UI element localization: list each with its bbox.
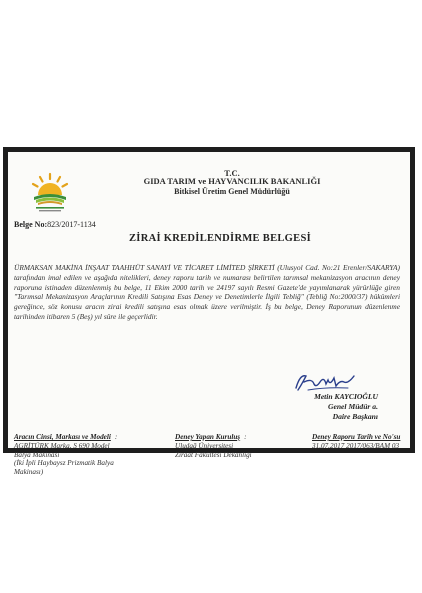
vehicle-colon: : [114, 433, 118, 441]
institution-faculty: Ziraat Fakültesi Dekanlığı [175, 450, 252, 459]
vehicle-description-cont: Makinası) [14, 468, 44, 477]
header-directorate: Bitkisel Üretim Genel Müdürlüğü [174, 187, 290, 196]
signatory-name: Metin KAYCIOĞLU [314, 392, 378, 401]
document-title: ZİRAİ KREDİLENDİRME BELGESİ [129, 233, 311, 244]
institution-colon: : [244, 433, 247, 441]
report-heading: Deney Raporu Tarih ve No'su [312, 433, 401, 441]
certificate-number-value: 823/2017-1134 [47, 220, 96, 229]
signatory-title: Genel Müdür a. [327, 402, 378, 411]
ministry-logo-icon [28, 170, 72, 214]
institution-heading: Deney Yapan Kuruluş [175, 433, 241, 441]
vehicle-heading: Aracın Cinsi, Markası ve Modeli [14, 433, 111, 441]
report-info-column [312, 433, 412, 451]
header-tc: T.C. [224, 168, 240, 178]
certificate-number [14, 220, 96, 229]
institution-university: Uludağ Üniversitesi [175, 441, 234, 450]
vehicle-description: (İki İpli Haybaysz Prizmatik Balya [14, 459, 114, 468]
signatory-department: Daire Başkanı [332, 412, 378, 421]
vehicle-type: Balya Makinası [14, 450, 60, 459]
header-ministry: GIDA TARIM ve HAYVANCILIK BAKANLIĞI [143, 176, 321, 186]
report-date-number: 31.07.2017 2017/063/BAM 03 [312, 441, 400, 450]
vehicle-brand-model: AGRİTÜRK Marka, S 690 Model [14, 441, 110, 450]
certificate-number-label: Belge No: [14, 220, 48, 229]
testing-institution-column [175, 433, 295, 459]
vehicle-details-column [14, 433, 144, 477]
certificate-body: ÜRMAKSAN MAKİNA İNŞAAT TAAHHÜT SANAYİ VE TİCARET LİMİTED ŞİRKETİ (Ulusyol Cad. No:21 Erenler/SAKARYA) tarafından imal edilen ve aşağıda nitelikleri, deney raporu tarih ve numarası belirtilen tarımsal mekanizasyon aracının deney raporuna istinaden düzenlenmiş bu belge, 11 Ekim 2000 tarih ve 24197 sayılı Resmi Gazete'de yayımlanarak yürürlüğe giren "Tarımsal Mekanizasyon Araçlarının Kredili Satışına Esas Deney ve Denetimlerle İlgili Tebliğ" (Tebliğ No:2000/37) hükümleri gereğince, söz konusu aracın zirai kredili satışına esas olmak üzere verilmiştir. İş bu belge, Deney Raporunun düzenlenme tarihinden itibaren 5 (Beş) yıl süre ile geçerlidir. [14, 263, 400, 321]
